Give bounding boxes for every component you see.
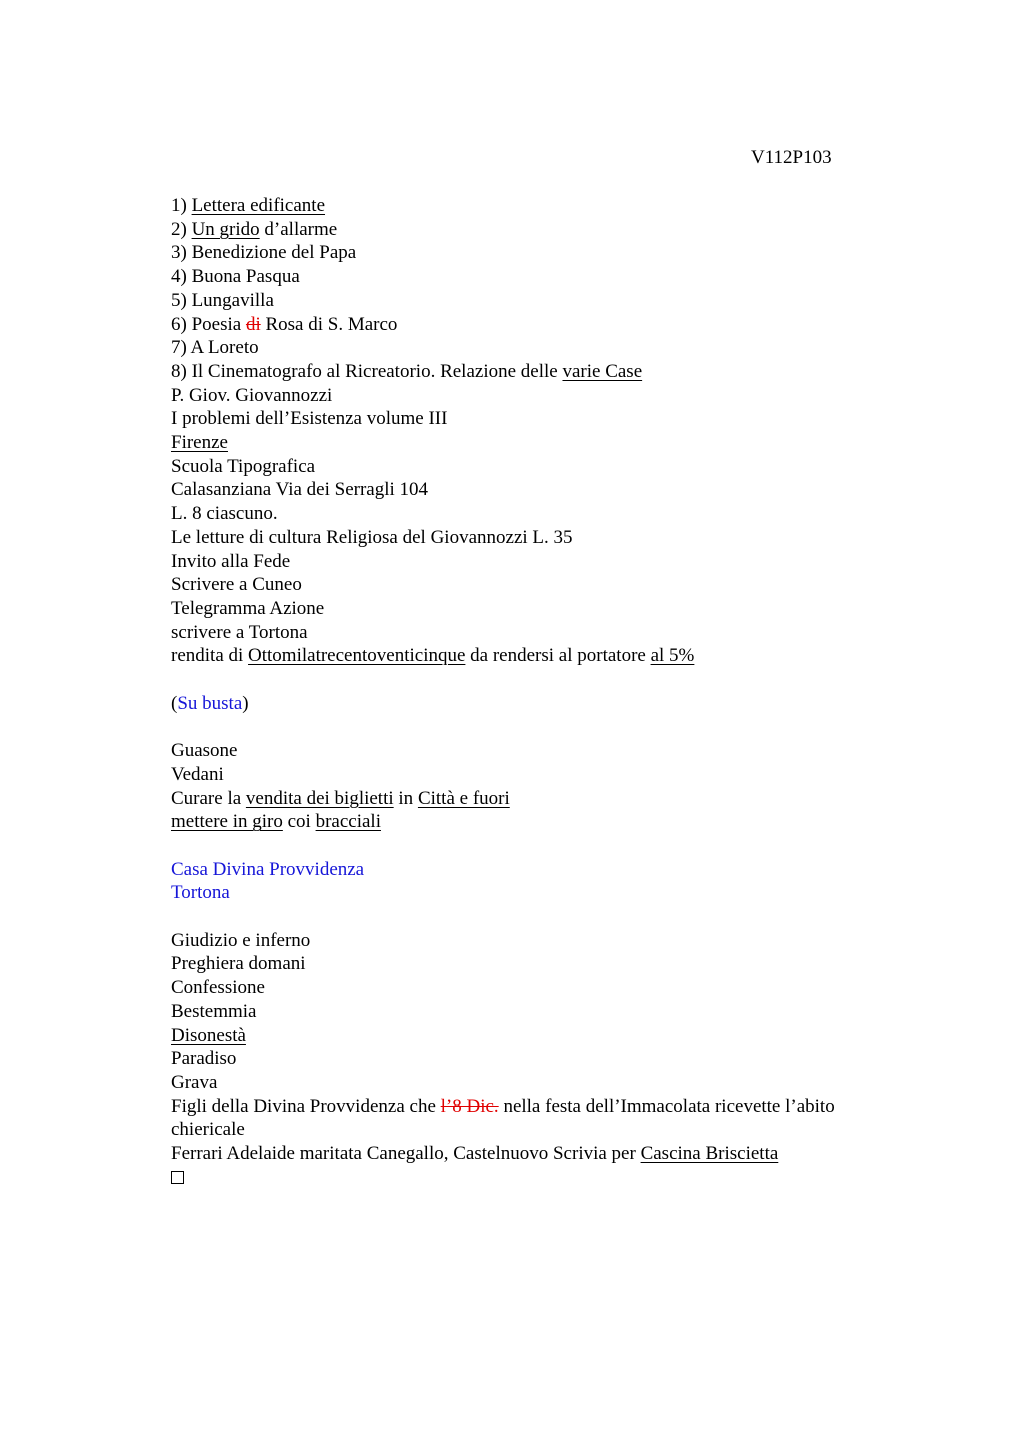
book-title: I problemi dell’Esistenza volume III: [171, 408, 448, 430]
topic-line: Paradiso: [171, 1048, 237, 1070]
topic-line: Bestemmia: [171, 1000, 257, 1022]
deleted-text: l’8 Dic.: [440, 1095, 499, 1117]
underlined-text: al 5%: [650, 645, 695, 667]
topic-line: Grava: [171, 1071, 218, 1093]
ferrari-line: Ferrari Adelaide maritata Canegallo, Castelnuovo Scrivia per Cascina Briscietta: [171, 1143, 779, 1165]
spacer: [171, 834, 901, 858]
busta-note: (Su busta): [171, 692, 249, 714]
note-line: Invito alla Fede: [171, 550, 291, 572]
list-item-8: 8) Il Cinematografo al Ricreatorio. Relazione delle varie Case: [171, 360, 643, 382]
book-letture: Le letture di cultura Religiosa del Giovannozzi L. 35: [171, 526, 573, 548]
mettere-line: mettere in giro coi bracciali: [171, 811, 381, 833]
figli-line: Figli della Divina Provvidenza che l’8 Dic. nella festa dell’Immacolata ricevette l’abito chiericale: [171, 1095, 835, 1141]
list-item-5: 5) Lungavilla: [171, 289, 274, 311]
underlined-text: Un grido: [191, 218, 260, 240]
topic-line: Preghiera domani: [171, 953, 306, 975]
note-line: Scrivere a Cuneo: [171, 574, 302, 596]
underlined-text: vendita dei biglietti: [245, 787, 394, 809]
underlined-text: Città e fuori: [417, 787, 510, 809]
empty-square-icon: [171, 1171, 184, 1184]
note-line: Telegramma Azione: [171, 597, 325, 619]
topic-line: Confessione: [171, 977, 265, 999]
spacer: [171, 905, 901, 929]
topic-line: Disonestà: [171, 1024, 246, 1046]
checkbox-line: [171, 1166, 901, 1191]
list-item-7: 7) A Loreto: [171, 337, 259, 359]
book-author: P. Giov. Giovannozzi: [171, 384, 333, 406]
underlined-text: varie Case: [562, 360, 643, 382]
underlined-text: Lettera edificante: [191, 195, 326, 216]
topic-line: Giudizio e inferno: [171, 929, 311, 951]
underlined-text: mettere in giro: [171, 811, 283, 833]
note-line: Guasone: [171, 740, 238, 762]
book-publisher: Scuola Tipografica: [171, 455, 316, 477]
deleted-text: di: [245, 313, 261, 335]
document-body: [171, 194, 901, 1190]
list-item-3: 3) Benedizione del Papa: [171, 242, 357, 264]
spacer: [171, 715, 901, 739]
note-line: scrivere a Tortona: [171, 621, 308, 643]
list-item-4: 4) Buona Pasqua: [171, 266, 300, 288]
book-price: L. 8 ciascuno.: [171, 503, 278, 525]
list-item-6: 6) Poesia di Rosa di S. Marco: [171, 313, 398, 335]
list-item-2: 2) Un grido d’allarme: [171, 218, 338, 240]
spacer: [171, 668, 901, 692]
underlined-text: bracciali: [315, 811, 381, 833]
letterhead-line-1: Casa Divina Provvidenza: [171, 858, 365, 880]
editorial-note: Su busta: [177, 692, 243, 714]
book-publisher-address: Calasanziana Via dei Serragli 104: [171, 479, 429, 501]
underlined-text: Ottomilatrecentoventicinque: [248, 645, 466, 667]
letterhead-line-2: Tortona: [171, 882, 230, 904]
document-id: V112P103: [751, 147, 832, 168]
rendita-line: rendita di Ottomilatrecentoventicinque da rendersi al portatore al 5%: [171, 645, 695, 667]
note-line: Vedani: [171, 763, 224, 785]
curare-line: Curare la vendita dei biglietti in Città e fuori: [171, 787, 510, 809]
book-city: Firenze: [171, 432, 228, 454]
underlined-text: Cascina Briscietta: [640, 1143, 779, 1165]
list-item-1: 1) Lettera edificante: [171, 195, 326, 216]
